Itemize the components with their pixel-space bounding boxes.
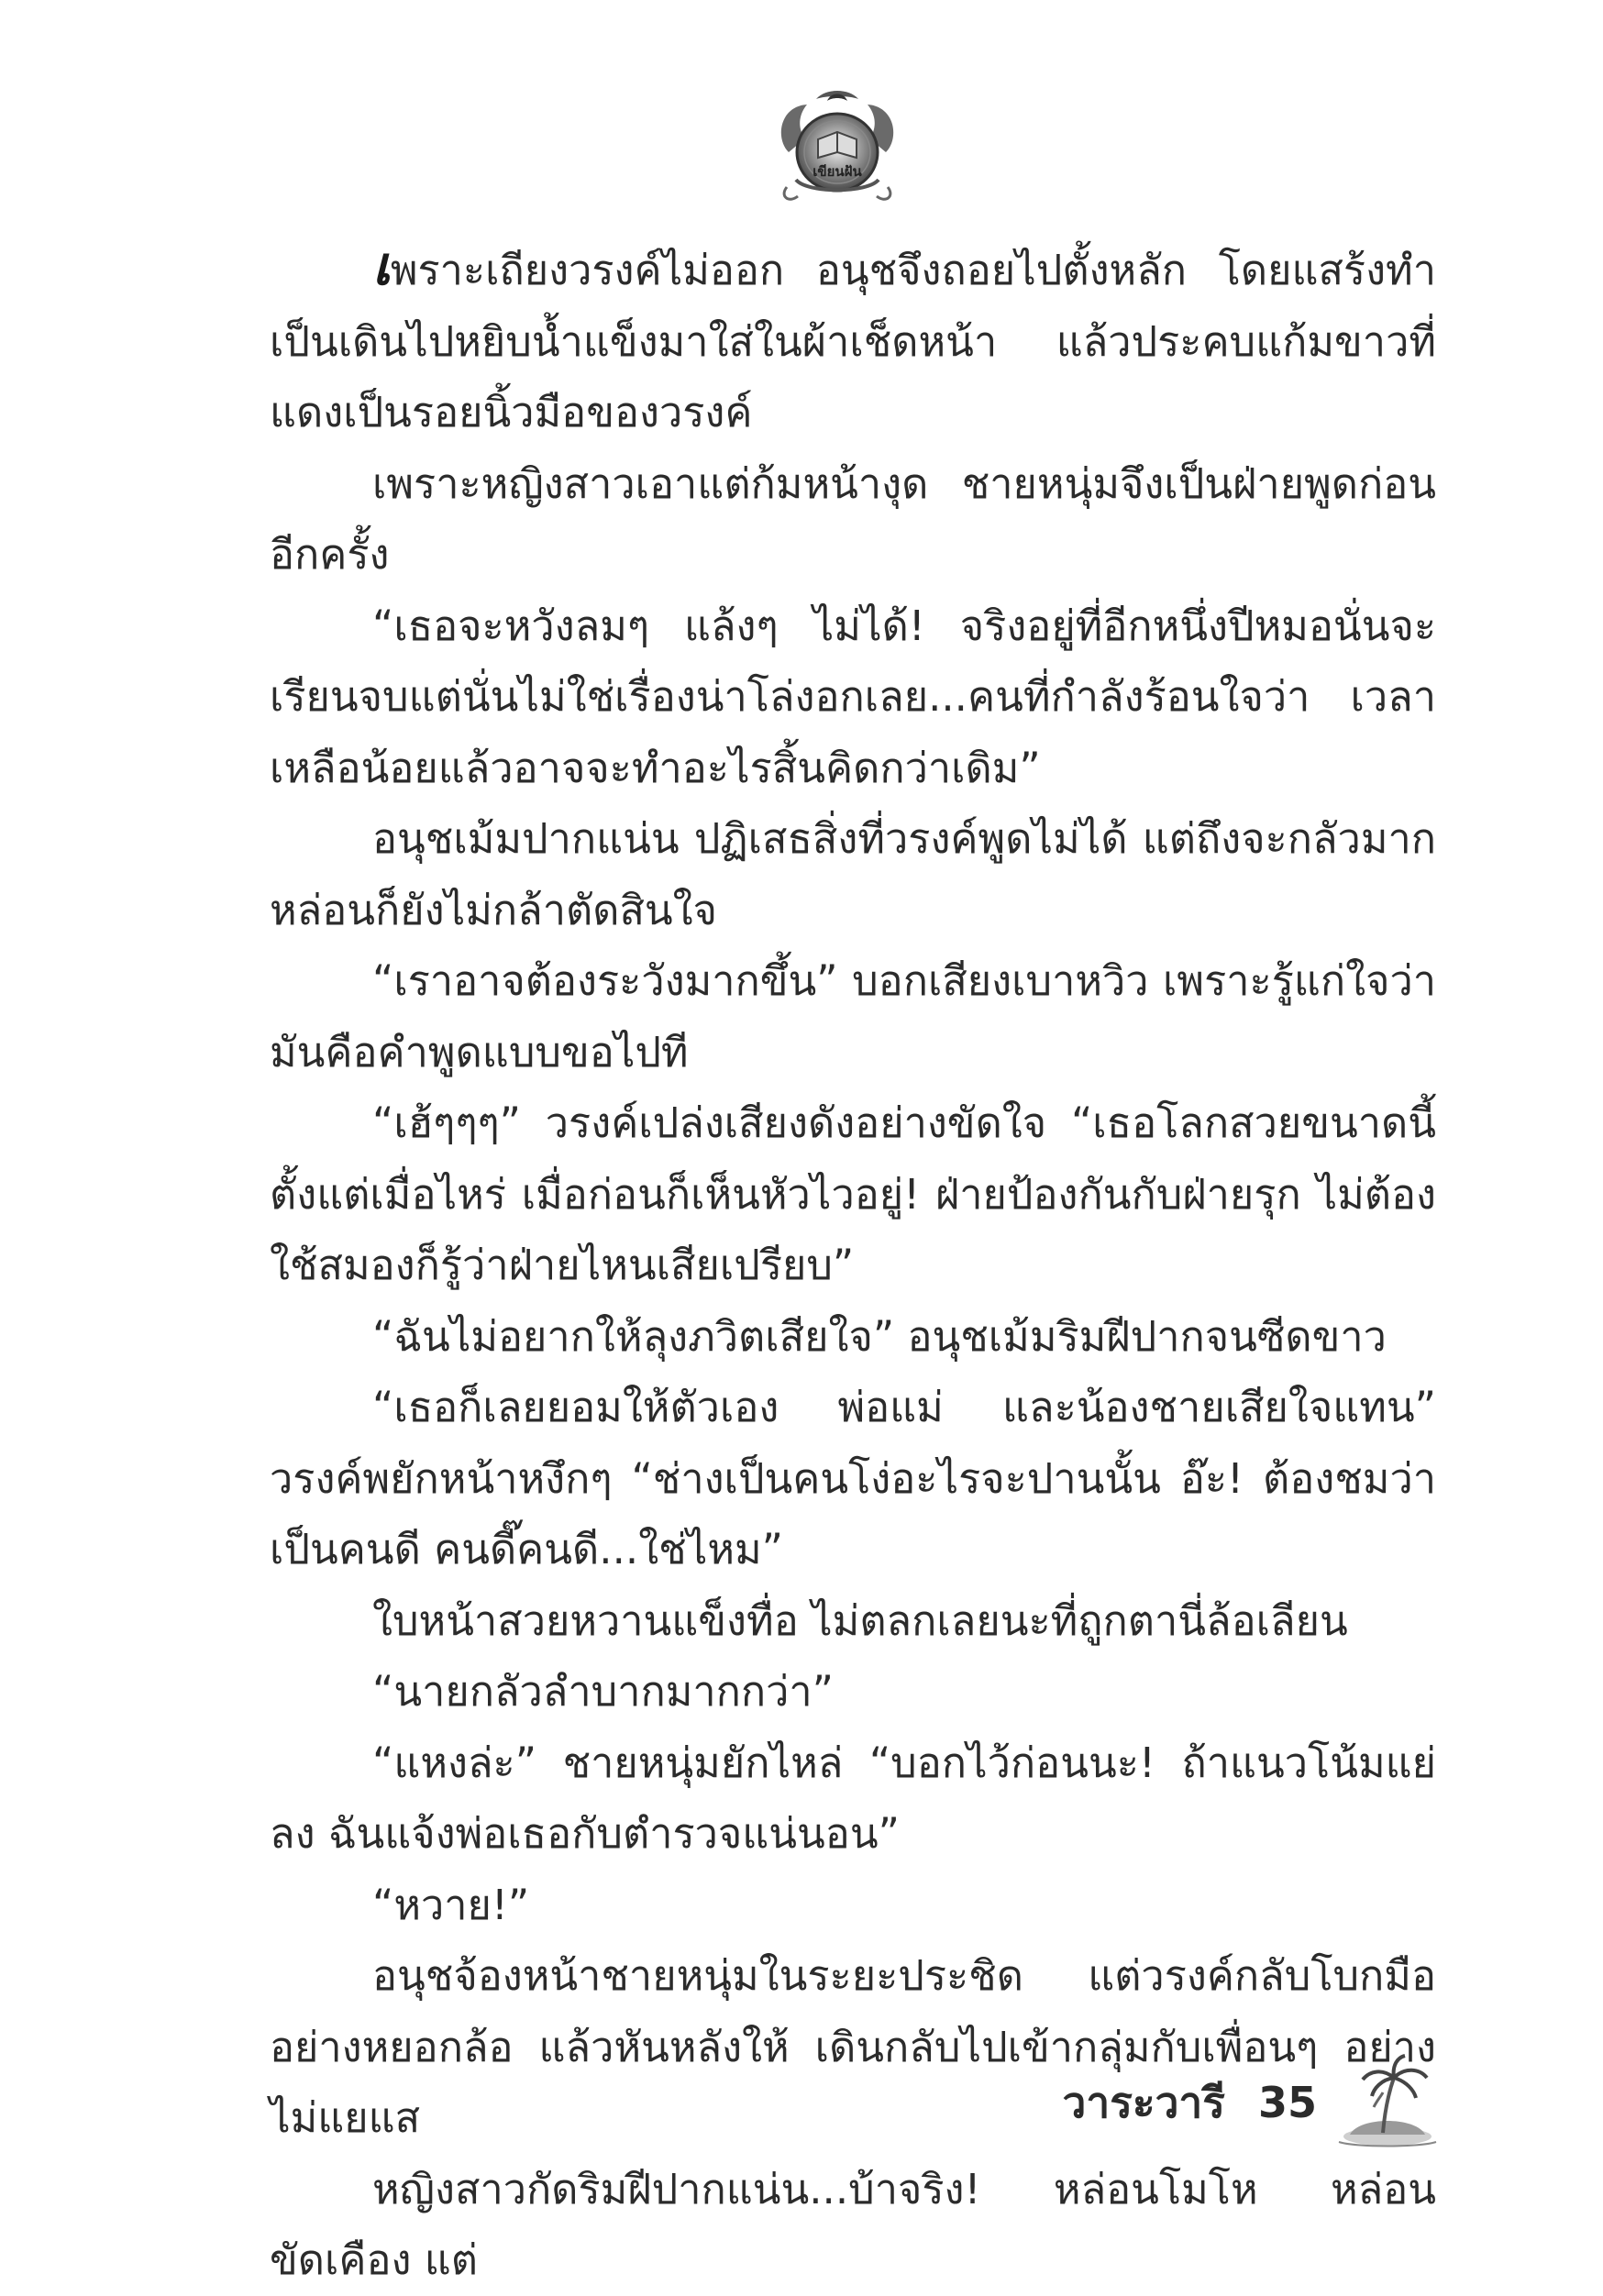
paragraph: อนุชเม้มปากแน่น ปฏิเสธสิ่งที่วรงค์พูดไม่ได้ แต่ถึงจะกลัวมากหล่อนก็ยังไม่กล้าตัดสินใจ xyxy=(270,814,1436,934)
page-number: 35 xyxy=(1257,2078,1317,2127)
paragraph: อนุชจ้องหน้าชายหนุ่มในระยะประชิด แต่วรงค์กลับโบกมืออย่างหยอกล้อ แล้วหันหลังให้ เดินกลับไปเข้ากลุ่มกับเพื่อนๆ อย่างไม่แยแส xyxy=(270,1951,1436,2142)
island-palm-icon xyxy=(1337,2052,1438,2153)
paragraph: “เราอาจต้องระวังมากขึ้น” บอกเสียงเบาหวิว เพราะรู้แก่ใจว่า มันคือคำพูดแบบขอไปที xyxy=(270,956,1436,1076)
publisher-logo-emblem-icon xyxy=(770,88,904,207)
paragraph: “หวาย!” xyxy=(372,1880,530,1929)
body-text xyxy=(270,231,1436,2296)
running-title: วาระวารี xyxy=(1062,2077,1225,2127)
paragraph: หญิงสาวกัดริมฝีปากแน่น...บ้าจริง! หล่อนโมโห หล่อนขัดเคือง แต่ xyxy=(270,2164,1436,2284)
paragraph: เพราะหญิงสาวเอาแต่ก้มหน้างุด ชายหนุ่มจึงเป็นฝ่ายพูดก่อนอีกครั้ง xyxy=(270,458,1436,579)
page-footer xyxy=(1063,2052,1438,2153)
drop-cap: เ xyxy=(372,235,391,297)
paragraph: “แหงล่ะ” ชายหนุ่มยักไหล่ “บอกไว้ก่อนนะ! ถ้าแนวโน้มแย่ลง ฉันแจ้งพ่อเธอกับตำรวจแน่นอน” xyxy=(270,1738,1436,1858)
paragraph: “เธอจะหวังลมๆ แล้งๆ ไม่ได้! จริงอยู่ที่อีกหนึ่งปีหมอนั่นจะเรียนจบแต่นั่นไม่ใช่เรื่องน่าโล่งอกเลย...คนที่กำลังร้อนใจว่า เวลาเหลือน้อยแล้วอาจจะทำอะไรสิ้นคิดกว่าเดิม” xyxy=(270,601,1436,792)
paragraph: “ฉันไม่อยากให้ลุงภวิตเสียใจ” อนุชเม้มริมฝีปากจนซีดขาว xyxy=(372,1311,1387,1361)
paragraph: “นายกลัวลำบากมากกว่า” xyxy=(372,1667,834,1716)
svg-text:เขียนฝัน: เขียนฝัน xyxy=(813,163,862,180)
paragraph: เพราะเถียงวรงค์ไม่ออก อนุชจึงถอยไปตั้งหลัก โดยแสร้งทำเป็นเดินไปหยิบน้ำแข็งมาใส่ในผ้าเช็ดหน้า แล้วประคบแก้มขาวที่แดงเป็นรอยนิ้วมือของวรงค์ xyxy=(270,235,1436,436)
paragraph: “เฮ้ๆๆๆ” วรงค์เปล่งเสียงดังอย่างขัดใจ “เธอโลกสวยขนาดนี้ตั้งแต่เมื่อไหร่ เมื่อก่อนก็เห็นหัวไวอยู่! ฝ่ายป้องกันกับฝ่ายรุก ไม่ต้องใช้สมองก็รู้ว่าฝ่ายไหนเสียเปรียบ” xyxy=(270,1098,1436,1289)
publisher-logo xyxy=(770,88,904,207)
paragraph: ใบหน้าสวยหวานแข็งทื่อ ไม่ตลกเลยนะที่ถูกตานี่ล้อเลียน xyxy=(372,1595,1348,1645)
paragraph: “เธอก็เลยยอมให้ตัวเอง พ่อแม่ และน้องชายเสียใจแทน” วรงค์พยักหน้าหงึกๆ “ช่างเป็นคนโง่อะไรจะปานนั้น อ๊ะ! ต้องชมว่าเป็นคนดี คนดี๊คนดี...ใช่ไหม” xyxy=(270,1383,1436,1573)
